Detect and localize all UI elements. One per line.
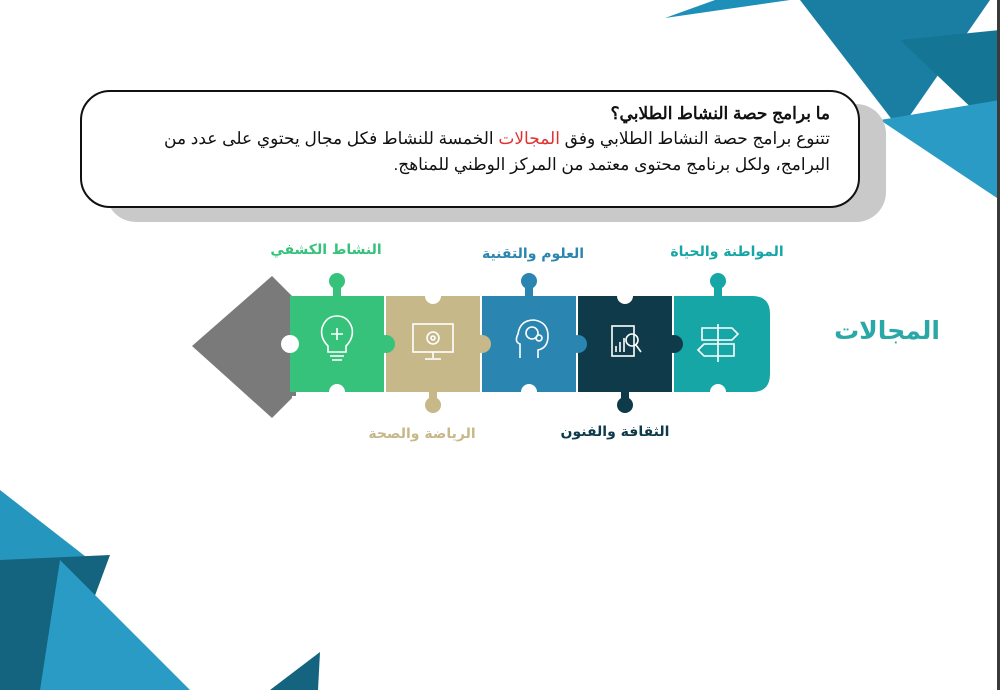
question-title: ما برامج حصة النشاط الطلابي؟ bbox=[610, 104, 830, 123]
domain-label-citizenship: المواطنة والحياة bbox=[670, 244, 784, 260]
puzzle-piece-citizenship bbox=[674, 273, 770, 392]
body-part-1: تتنوع برامج حصة النشاط الطلابي وفق bbox=[559, 129, 830, 148]
domain-label-culture: الثقافة والفنون bbox=[560, 424, 670, 440]
domain-label-scouting: النشاط الكشفي bbox=[270, 242, 382, 258]
puzzle-piece-sports bbox=[386, 296, 491, 413]
domain-label-sports: الرياضة والصحة bbox=[368, 426, 476, 442]
puzzle-piece-science bbox=[482, 273, 587, 392]
body-highlight: المجالات bbox=[498, 129, 560, 148]
body-part-2: الخمسة للنشاط فكل مجال يحتوي على عدد من البرامج، ولكل برنامج محتوى معتمد من المركز الوطني للمناهج. bbox=[164, 129, 830, 174]
domain-label-science: العلوم والتقنية bbox=[481, 246, 585, 262]
puzzle-piece-culture bbox=[578, 296, 683, 413]
puzzle-piece-scouting bbox=[290, 273, 395, 392]
domains-title: المجالات bbox=[834, 316, 940, 345]
